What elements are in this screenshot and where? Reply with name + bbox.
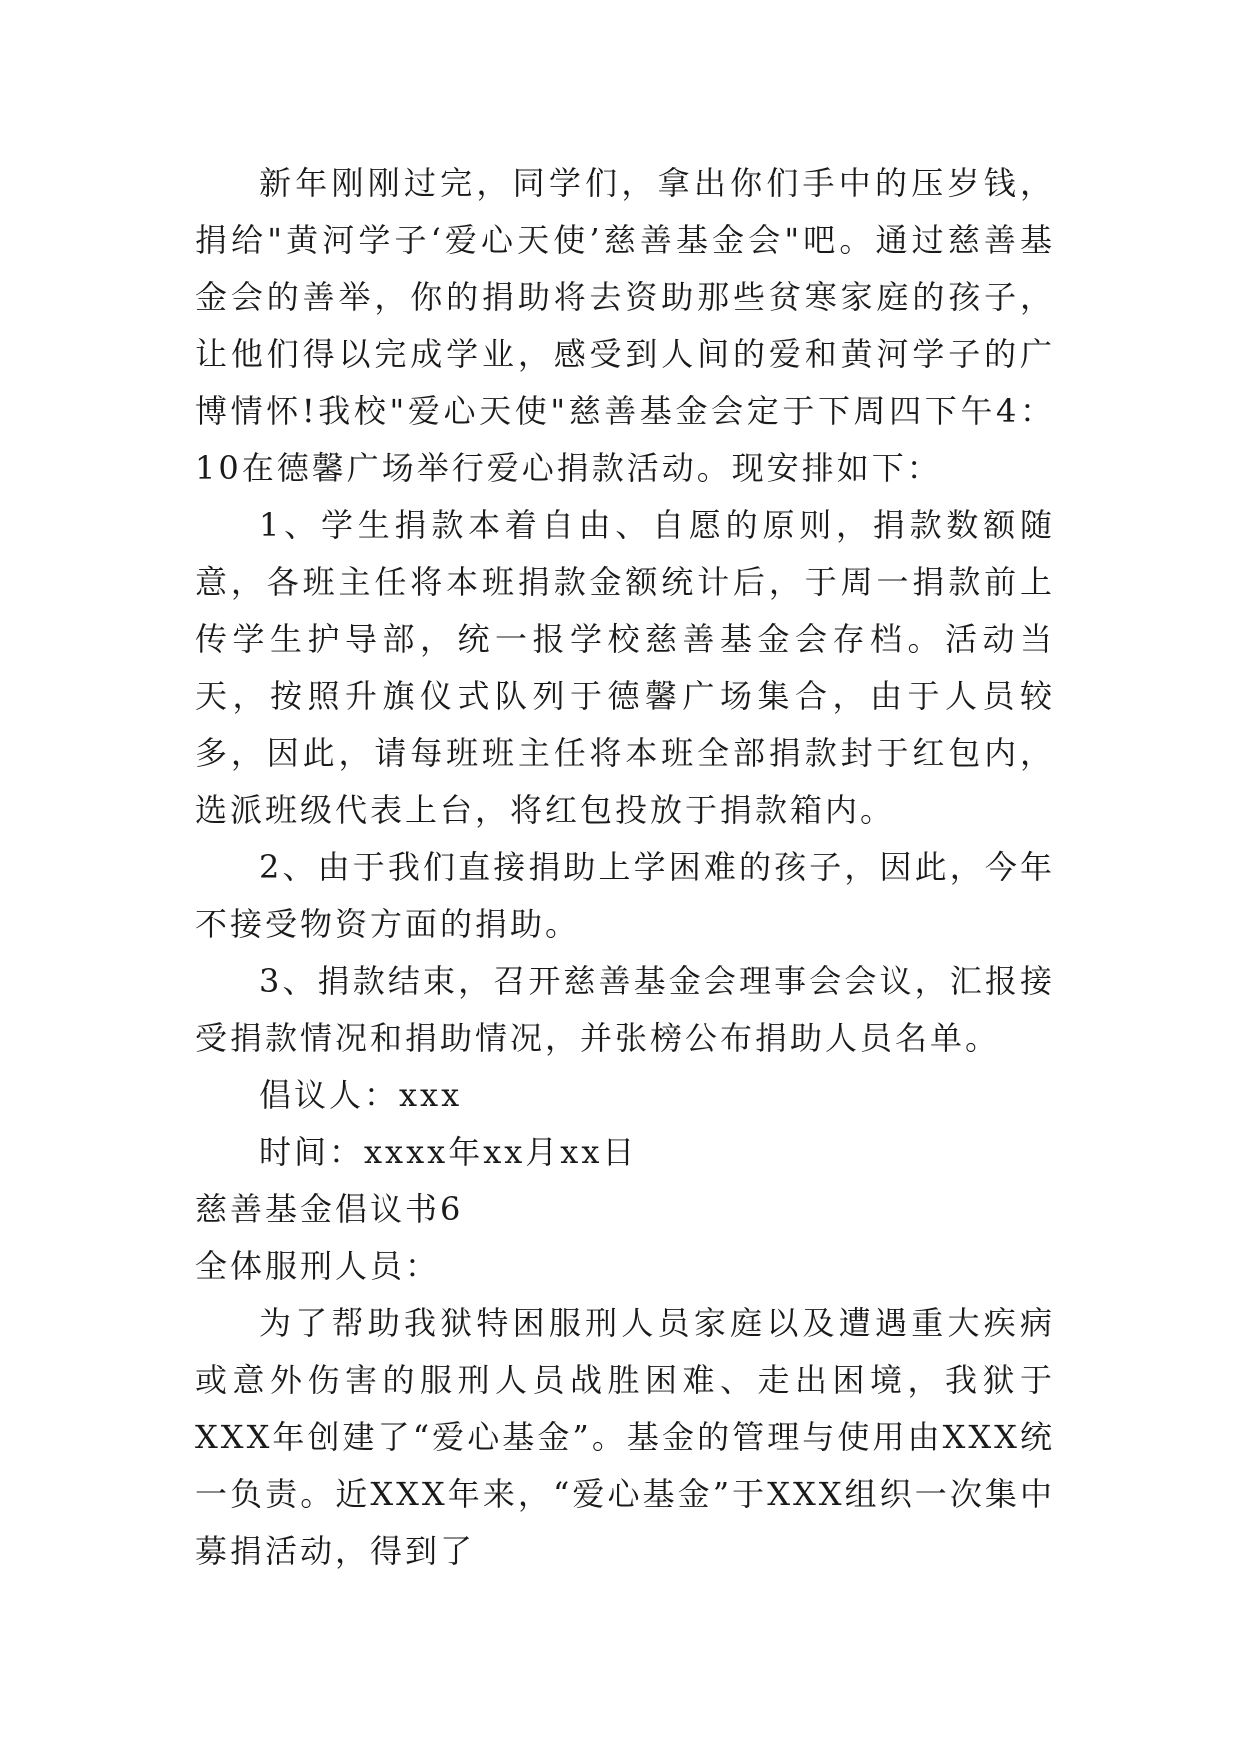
section-title: 慈善基金倡议书6 bbox=[195, 1190, 464, 1228]
date-line: 时间：xxxx年xx月xx日 bbox=[259, 1133, 638, 1171]
salutation: 全体服刑人员： bbox=[195, 1247, 441, 1285]
document-body bbox=[195, 155, 1055, 1580]
item-2-paragraph: 2、由于我们直接捐助上学困难的孩子，因此，今年不接受物资方面的捐助。 bbox=[195, 848, 1055, 943]
item-3-paragraph: 3、捐款结束，召开慈善基金会理事会会议，汇报接受捐款情况和捐助情况，并张榜公布捐助人员名单。 bbox=[195, 962, 1055, 1057]
body-paragraph: 为了帮助我狱特困服刑人员家庭以及遭遇重大疾病或意外伤害的服刑人员战胜困难、走出困境，我狱于XXX年创建了“爱心基金”。基金的管理与使用由XXX统一负责。近XXX年来，“爱心基金”于XXX组织一次集中募捐活动，得到了 bbox=[195, 1304, 1055, 1570]
intro-paragraph: 新年刚刚过完，同学们，拿出你们手中的压岁钱，捐给"黄河学子‘爱心天使’慈善基金会"吧。通过慈善基金会的善举，你的捐助将去资助那些贫寒家庭的孩子，让他们得以完成学业，感受到人间的爱和黄河学子的广博情怀!我校"爱心天使"慈善基金会定于下周四下午4：10在德馨广场举行爱心捐款活动。现安排如下： bbox=[195, 164, 1055, 487]
item-1-paragraph: 1、学生捐款本着自由、自愿的原则，捐款数额随意，各班主任将本班捐款金额统计后，于周一捐款前上传学生护导部，统一报学校慈善基金会存档。活动当天，按照升旗仪式队列于德馨广场集合，由于人员较多，因此，请每班班主任将本班全部捐款封于红包内，选派班级代表上台，将红包投放于捐款箱内。 bbox=[195, 506, 1055, 829]
proposer-line: 倡议人：xxx bbox=[259, 1076, 463, 1114]
